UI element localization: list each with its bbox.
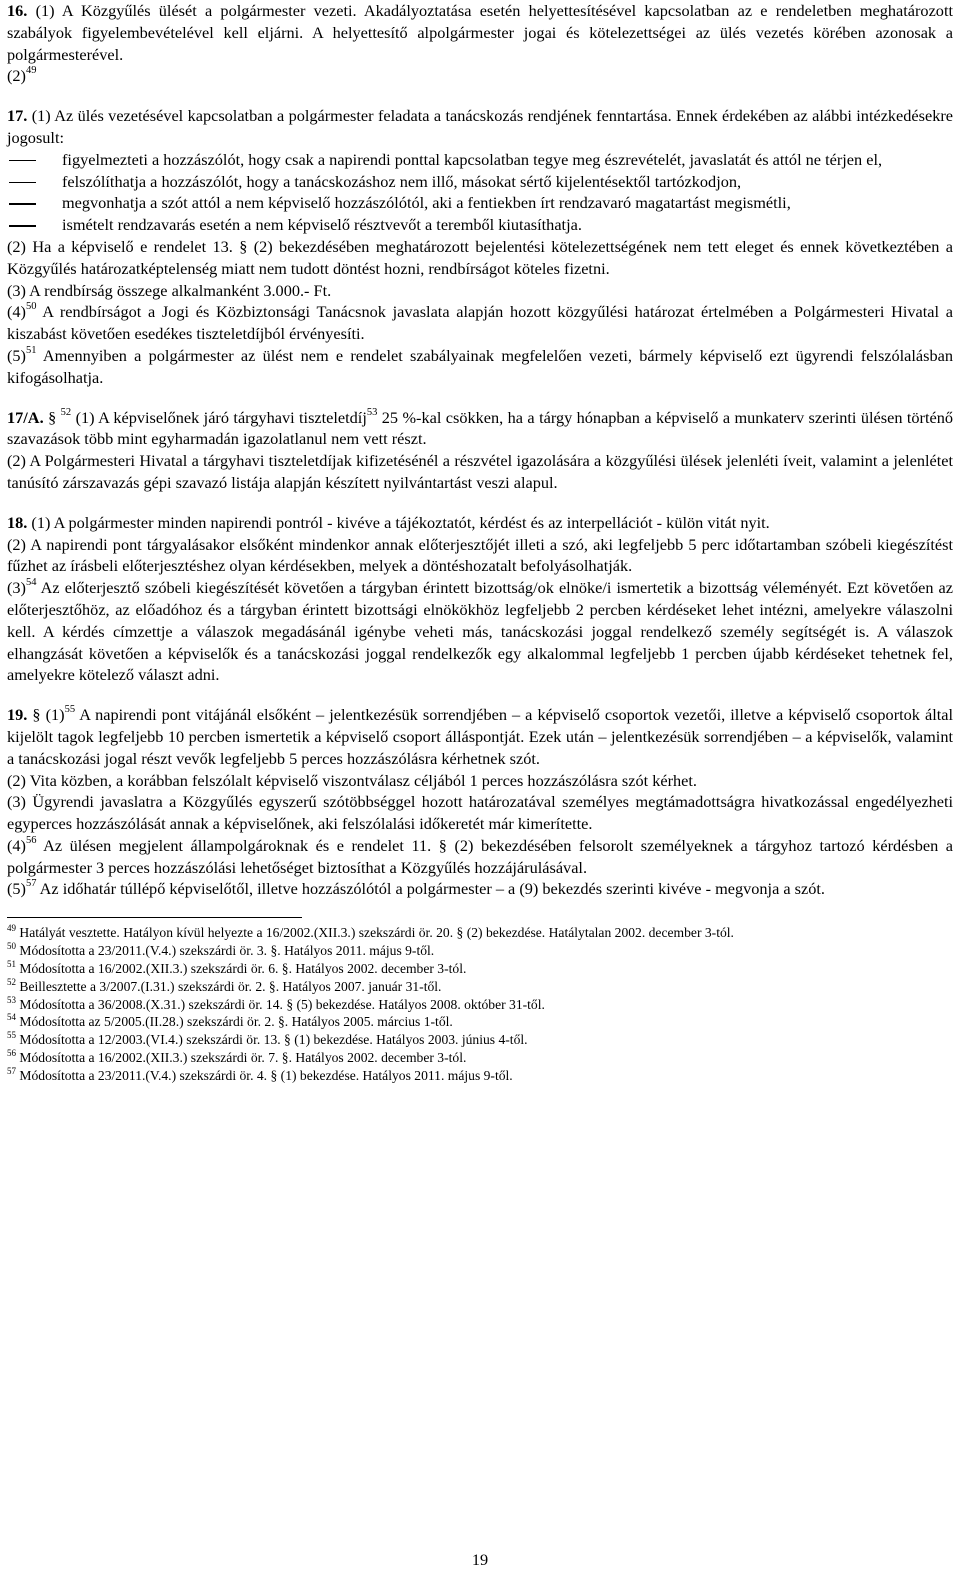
footnote-text: Módosította a 23/2011.(V.4.) szekszárdi ör. 4. § (1) bekezdése. Hatályos 2011. május 9-től. (16, 1067, 513, 1083)
footnote (7, 1031, 953, 1049)
footnote-text: Módosította az 5/2005.(II.28.) szekszárdi ör. 2. §. Hatályos 2005. március 1-től. (16, 1014, 453, 1030)
footnote-text: Módosította a 12/2003.(VI.4.) szekszárdi ör. 13. § (1) bekezdése. Hatályos 2003. június 4-től. (16, 1032, 528, 1048)
footnote-text: Módosította a 36/2008.(X.31.) szekszárdi ör. 14. § (5) bekezdése. Hatályos 2008. október 31-től. (16, 996, 545, 1012)
footnote-ref[interactable]: 50 (25, 301, 37, 313)
paragraph: (2) Ha a képviselő e rendelet 13. § (2) bekezdésében meghatározott bejelentési kötelezettségének nem tett eleget és ennek következtében a Közgyűlés határozatképtelenség miatt nem tudott döntést hozni, rendbírságot köteles fizetni. (7, 236, 953, 278)
list-item: felszólíthatja a hozzászólót, hogy a tanácskozáshoz nem illő, másokat sértő kijelentésektől tartózkodjon, (7, 171, 953, 193)
page-number: 19 (471, 1550, 489, 1569)
footnote-ref[interactable]: 51 (25, 344, 37, 356)
footnote-number: 51 (7, 959, 16, 970)
footnote-number: 55 (7, 1030, 16, 1041)
footnote-ref[interactable]: 57 (25, 878, 37, 890)
section-p16 (7, 0, 953, 87)
footnote-ref[interactable]: 52 (60, 406, 72, 418)
footnote-text: Módosította a 23/2011.(V.4.) szekszárdi ör. 3. §. Hatályos 2011. május 9-től. (16, 943, 435, 959)
footnote (7, 978, 953, 996)
section-number: 18. (7, 512, 28, 532)
paragraph: (2)$^{49}$ (7, 65, 37, 86)
section-number: 16. (7, 1, 28, 20)
document-page (7, 0, 953, 1085)
footnote-ref[interactable]: 49 (25, 65, 37, 77)
footnotes (7, 924, 953, 1084)
paragraph: (2) Vita közben, a korábban felszólalt képviselő viszontválasz céljából 1 perces hozzászólásra szót kérhet. (7, 770, 697, 790)
footnote-number: 54 (7, 1012, 16, 1023)
footnote (7, 942, 953, 960)
section-heading-paragraph: 17. (1) Az ülés vezetésével kapcsolatban a polgármester feladata a tanácskozás rendjének fenntartása. Ennek érdekében az alábbi intézkedésekre jogosult: (7, 106, 953, 147)
footnote-ref[interactable]: 56 (25, 834, 37, 846)
section-heading-paragraph: 18. (1) A polgármester minden napirendi pontról - kivéve a tájékoztatót, kérdést és az interpellációt - külön vitát nyit. (7, 512, 770, 532)
paragraph: (2) A napirendi pont tárgyalásakor elsőként mindenkor annak előterjesztőjét illeti a szó, aki legfeljebb 5 perc időtartamban szóbeli kiegészítést fűzhet az írásbeli előterjesztéshez olyan kérdésekben, melyek a döntéshozatalt befolyásolhatják. (7, 534, 953, 576)
section-number: 17/A. (7, 407, 44, 427)
footnote-text: Módosította a 16/2002.(XII.3.) szekszárdi ör. 7. §. Hatályos 2002. december 3-tól. (16, 1050, 467, 1066)
list-item: figyelmezteti a hozzászólót, hogy csak a napirendi ponttal kapcsolatban tegye meg észrevételét, javaslatát és attól ne térjen el, (7, 149, 953, 171)
section-p17a (7, 407, 953, 494)
footnote-ref[interactable]: 54 (25, 577, 37, 589)
section-number: 19. (7, 705, 28, 725)
footnote-number: 56 (7, 1048, 16, 1059)
section-p18 (7, 512, 953, 686)
footnote (7, 1013, 953, 1031)
paragraph: (4)$^{56}$ Az ülésen megjelent állampolgároknak és e rendelet 11. § (2) bekezdésében felsorolt személyeknek a tárgyhoz tartozó kérdésben a polgármester 3 perces hozzászólási lehetőséget biztosíthat a Közgyűlés hozzájárulásával. (7, 834, 953, 877)
footnote (7, 960, 953, 978)
footnote (7, 924, 953, 942)
paragraph: (3)$^{54}$ Az előterjesztő szóbeli kiegészítését követően a tárgyban érintett bizottság/ok elnöke/i ismertetik a bizottság véleményét. Ezt követően az előterjesztőhöz, az előadóhoz és a tárgyban érintett bizottsági elnökökhöz legfeljebb 2 percben kérdéseket lehet intézni, amelyekre válaszolni kell. A kérdés címzettje a válaszok megadásánál igénybe veheti más, tanácskozási joggal rendelkező személy segítségét is. A válaszok elhangzását követően a képviselők és a tanácskozási joggal rendelkezők egy alkalommal legfeljebb 1 percben újabb kérdéseket tehetnek fel, amelyekre kötelező választ adni. (7, 577, 953, 685)
footnote-ref[interactable]: 55 (64, 704, 76, 716)
paragraph: (4)$^{50}$ A rendbírságot a Jogi és Közbiztonsági Tanácsnok javaslata alapján hozott közgyűlési határozat értelmében a Polgármesteri Hivatal a kiszabást követően esedékes tiszteletdíjból érvényesíti. (7, 301, 953, 344)
paragraph: (5)$^{51}$ Amennyiben a polgármester az ülést nem e rendelet szabályainak megfelelően vezeti, bármely képviselő ezt ügyrendi felszólalásban kifogásolhatja. (7, 344, 953, 387)
paragraph: (2) A Polgármesteri Hivatal a tárgyhavi tiszteletdíjak kifizetésénél a részvétel igazolására a közgyűlési ülések jelenléti íveit, valamint a jelenlétet tanúsító zárszavazás gépi szavazó listája alapján készített nyilvántartást veszi alapul. (7, 451, 953, 492)
footnote-text: Módosította a 16/2002.(XII.3.) szekszárdi ör. 6. §. Hatályos 2002. december 3-tól. (16, 961, 467, 977)
section-p17 (7, 105, 953, 388)
document-body (7, 0, 953, 900)
section-number: 17. (7, 106, 28, 126)
section-heading-paragraph: 16. (1) A Közgyűlés ülését a polgármester vezeti. Akadályoztatása esetén helyettesítésével kapcsolatban az e rendeletben meghatározott szabályok figyelembevételével kell eljárni. A helyettesítő alpolgármester jogai és kötelezettségei az ülés vezetés körében azonosak a polgármesterével. (7, 1, 953, 64)
paragraph: (5)$^{57}$ Az időhatár túllépő képviselőtől, illetve hozzászólótól a polgármester – a (9) bekezdés szerinti kivéve - megvonja a szót. (7, 878, 825, 899)
footnote-text: Beillesztette a 3/2007.(I.31.) szekszárdi ör. 2. §. Hatályos 2007. január 31-től. (16, 978, 442, 994)
footnote-text: Hatályát vesztette. Hatályon kívül helyezte a 16/2002.(XII.3.) szekszárdi ör. 20. § (2) bekezdése. Hatálytalan 2002. december 3-tól. (16, 925, 734, 941)
footnote (7, 996, 953, 1014)
list-item: ismételt rendzavarás esetén a nem képviselő résztvevőt a teremből kiutasíthatja. (7, 214, 953, 236)
footnote-number: 50 (7, 941, 16, 952)
footnote-number: 53 (7, 994, 16, 1005)
footnote-number: 52 (7, 976, 16, 987)
footnote-number: 57 (7, 1065, 16, 1076)
paragraph: (3) A rendbírság összege alkalmanként 3.000.- Ft. (7, 280, 332, 300)
footnote (7, 1067, 953, 1085)
footnote-number: 49 (7, 923, 16, 934)
section-p19 (7, 704, 953, 900)
section-heading-paragraph: 19. § (1)$^{55}$ A napirendi pont vitájánál elsőként – jelentkezésük sorrendjében – a képviselő csoportok vezetői, illetve a képviselő csoportok által kijelölt tagok legfeljebb 10 percben ismertetik a képviselő csoport álláspontját. Ezek után – jelentkezésük sorrendjében – a képviselők, valamint a tanácskozási jogal részt vevők legfeljebb 5 perces hozzászólásra kérhetnek szót. (7, 704, 953, 768)
footnote-separator (7, 917, 302, 918)
footnote-ref[interactable]: 53 (366, 406, 378, 418)
footnote (7, 1049, 953, 1067)
paragraph: (3) Ügyrendi javaslatra a Közgyűlés egyszerű szótöbbséggel hozott határozatával személyes megtámadottságra hivatkozással engedélyezheti egyperces hozzászólását annak a képviselőnek, aki felszólalási időkeretét már kimerítette. (7, 792, 953, 834)
list-item: megvonhatja a szót attól a nem képviselő hozzászólótól, aki a fentiekben írt rendzavaró magatartást megismétli, (7, 192, 953, 214)
section-heading-paragraph: 17/A. § $^{52}$ (1) A képviselőnek járó tárgyhavi tiszteletdíj$^{53}$ 25 %-kal csökken, ha a tárgy hónapban a képviselő a munkaterv szerinti ülésen történő szavazások több mint egyharmadán igazolatlanul nem vett részt. (7, 406, 954, 449)
